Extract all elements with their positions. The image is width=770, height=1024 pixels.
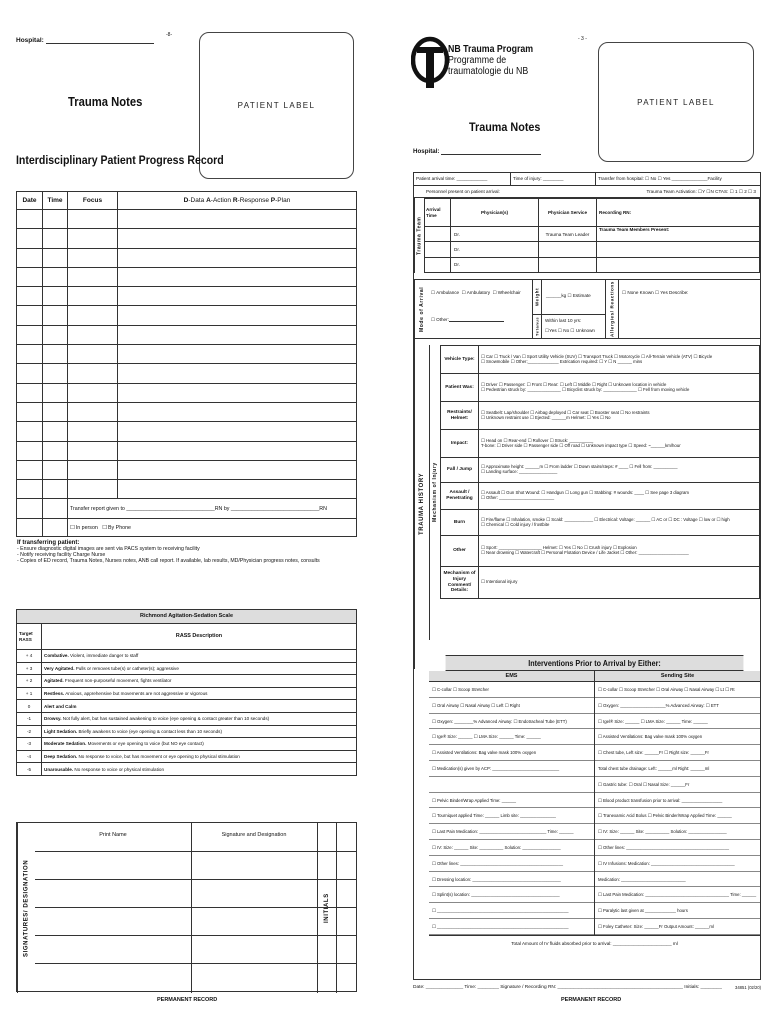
sending-site-item[interactable]: ☐ Igel® Size: ______ ☐ LMA Size: ______ Time: ______ <box>595 714 760 730</box>
rass-description: Restless. Anxious, apprehensive but movements are not aggressive or vigorous <box>42 687 357 700</box>
nb-trauma-logo-icon <box>411 36 449 90</box>
progress-cell[interactable] <box>17 248 43 267</box>
rass-col-target: Target RASS <box>17 624 42 650</box>
progress-cell[interactable] <box>17 441 43 460</box>
sending-site-item[interactable]: ☐ Chest tube, Left size: ______Fr ☐ Right size: ______Fr <box>595 745 760 761</box>
mechanism-label: Vehicle Type: <box>441 346 479 374</box>
cell[interactable] <box>43 499 68 519</box>
progress-cell[interactable] <box>17 210 43 229</box>
logo-text-fr: Programme de <box>448 55 507 66</box>
cell[interactable] <box>43 519 68 537</box>
mechanism-line[interactable]: T-bone: ☐ Driver side ☐ Passenger side ☐ Off road ☐ Unknown impact type ☐ Speed: ~______km/hour <box>481 442 681 448</box>
mechanism-label: Burn <box>441 510 479 536</box>
ems-item[interactable]: ☐ Last Pain Medication: ____________________________ Time: ______ <box>429 824 594 840</box>
progress-cell[interactable] <box>118 325 357 344</box>
dr-field[interactable]: Dr. <box>451 242 539 257</box>
ems-item[interactable]: ☐ Oral Airway ☐ Nasal Airway ☐ Left ☐ Right <box>429 698 594 714</box>
mechanism-line[interactable]: ☐ Approximate height: ______m ☐ From ladder ☐ Down stairs/steps: # ____ ☐ Fell from: __________ <box>481 464 678 470</box>
mechanism-line[interactable]: ☐ Sport: __________________ Helmet: ☐ Yes ☐ No ☐ Crush injury ☐ Explosion <box>481 545 637 551</box>
initials-label: INITIALS <box>317 823 337 993</box>
mechanism-options[interactable] <box>479 483 760 510</box>
progress-cell[interactable] <box>68 383 118 402</box>
progress-cell[interactable] <box>43 345 68 364</box>
col-dar: D-Data A-Action R-Response P-Plan <box>118 192 357 210</box>
rass-description: Deep Sedation. No response to voice, but has movement or eye opening to physical stimulation <box>42 750 357 763</box>
progress-row <box>17 480 357 499</box>
mechanism-options[interactable] <box>479 536 760 567</box>
rass-description: Agitated. Frequent non-purposeful movement, fights ventilator <box>42 675 357 688</box>
cell[interactable] <box>17 519 43 537</box>
mechanism-options[interactable] <box>479 374 760 402</box>
progress-cell[interactable] <box>118 364 357 383</box>
mechanism-options[interactable] <box>479 567 760 599</box>
progress-cell[interactable] <box>43 229 68 248</box>
progress-cell[interactable] <box>43 248 68 267</box>
rass-row <box>17 687 357 700</box>
arrival-section <box>414 279 760 339</box>
mechanism-line[interactable]: ☐ Chemical ☐ Cold injury / frostbite <box>481 521 550 527</box>
team-col-arrival: Arrival Time <box>425 199 451 227</box>
logo-text <box>448 44 533 77</box>
sending-site-item[interactable]: ☐ C-collar ☐ Scoop Stretcher ☐ Oral Airway ☐ Nasal Airway ☐ Lt ☐ Rt <box>595 682 760 698</box>
page-title: Trauma Notes <box>469 120 541 134</box>
rass-description: Light Sedation. Briefly awakens to voice (eye opening & contact less than 10 seconds) <box>42 725 357 738</box>
progress-cell[interactable] <box>17 383 43 402</box>
transfer-instructions-title: If transferring patient: <box>17 540 80 547</box>
progress-cell[interactable] <box>68 422 118 441</box>
wheelchair-checkbox[interactable]: ☐ Wheelchair <box>493 290 521 295</box>
hospital-label: Hospital: <box>413 148 440 155</box>
mechanism-options[interactable] <box>479 430 760 458</box>
transfer-method <box>68 519 357 537</box>
by-phone-checkbox[interactable]: ☐ By Phone <box>102 525 131 531</box>
signature-row-line[interactable] <box>35 851 356 852</box>
progress-cell[interactable] <box>118 248 357 267</box>
team-leader-label: Trauma Team Leader <box>539 227 597 242</box>
cell[interactable] <box>425 242 451 257</box>
progress-cell[interactable] <box>118 480 357 499</box>
rass-row <box>17 712 357 725</box>
ems-item[interactable]: ☐ _______________________________________________________ <box>429 919 594 935</box>
sending-site-item[interactable]: ☐ IV Infusions: Medication: ___________________________________ <box>595 856 760 872</box>
rass-score: -1 <box>17 712 42 725</box>
ems-item[interactable]: ☐ Other lines: ___________________________________________ <box>429 856 594 872</box>
progress-cell[interactable] <box>118 229 357 248</box>
arrival-row <box>414 173 760 186</box>
mechanism-options[interactable] <box>479 402 760 430</box>
mechanism-table <box>440 345 760 599</box>
progress-cell[interactable] <box>17 267 43 286</box>
dr-field[interactable]: Dr. <box>451 257 539 272</box>
rass-row <box>17 650 357 663</box>
interventions-section <box>429 655 760 980</box>
cell[interactable] <box>597 242 760 257</box>
sending-site-column <box>595 682 760 935</box>
time-of-injury-field[interactable]: Time of injury: ________ <box>511 173 596 186</box>
logo-text-en: NB Trauma Program <box>448 44 534 55</box>
rass-description: Drowsy. Not fully alert, but has sustained awakening to voice (eye opening & contact greater than 10 seconds) <box>42 712 357 725</box>
progress-cell[interactable] <box>17 325 43 344</box>
col-date: Date <box>17 192 43 210</box>
rass-description: Alert and Calm <box>42 700 357 713</box>
team-table <box>424 198 760 273</box>
mechanism-row <box>441 458 760 483</box>
patient-label-text: PATIENT LABEL <box>237 101 316 110</box>
col-time: Time <box>43 192 68 210</box>
print-name-header: Print Name <box>99 832 127 838</box>
progress-cell[interactable] <box>43 210 68 229</box>
hospital-field[interactable] <box>413 148 541 155</box>
mechanism-line[interactable]: ☐ Car ☐ Truck / Van ☐ Sport Utility Vehicle (SUV) ☐ Transport Truck ☐ Motorcycle ☐ All-Terrain Vehicle (ATV) ☐ Bicycle <box>481 353 713 359</box>
progress-cell[interactable] <box>43 441 68 460</box>
total-iv-field[interactable]: Total Amount of IV fluids absorbed prior to arrival: _______________________ ml <box>429 935 760 951</box>
tetanus-label: Tetanus <box>532 314 542 339</box>
hospital-label: Hospital: <box>16 37 44 44</box>
cell[interactable] <box>539 257 597 272</box>
progress-cell[interactable] <box>43 383 68 402</box>
mechanism-line[interactable]: ☐ Near drowning ☐ Watercraft ☐ Personal Flotation Device / Life Jacket ☐ Other: _____________________ <box>481 550 689 555</box>
mechanism-line[interactable]: ☐ Pedestrian struck by: ______________ ☐ Bicyclist struck by: ______________ ☐ Fell from moving vehicle <box>481 386 690 392</box>
progress-cell[interactable] <box>17 306 43 325</box>
progress-cell[interactable] <box>118 383 357 402</box>
mechanism-line[interactable]: ☐ Assault ☐ Gun Shot Wound: ☐ Handgun ☐ Long gun ☐ Stabbing: # wounds: ____ ☐ See page 3 diagram <box>481 490 689 496</box>
progress-cell[interactable] <box>118 306 357 325</box>
team-members-label[interactable]: Trauma Team Members Present: <box>597 227 760 242</box>
allergies-label: Allergies/ Reactions <box>605 280 619 339</box>
cell[interactable] <box>539 242 597 257</box>
team-col-recording: Recording RN: <box>597 199 760 227</box>
signature-designation-header: Signature and Designation <box>221 832 287 838</box>
progress-row <box>17 441 357 460</box>
mechanism-line[interactable]: ☐ Intentional injury <box>481 579 518 585</box>
progress-row <box>17 210 357 229</box>
hospital-field[interactable] <box>16 37 154 44</box>
rass-score: -4 <box>17 750 42 763</box>
progress-table <box>16 191 357 565</box>
mechanism-label: Fall / Jump <box>441 458 479 483</box>
progress-cell[interactable] <box>68 460 118 479</box>
sending-site-item[interactable]: ☐ Assisted Ventilations: Bag valve mask 100% oxygen <box>595 729 760 745</box>
ems-item[interactable]: ☐ Medication(s) given by ACP: ____________________________ <box>429 761 594 777</box>
page-number: -8- <box>166 32 173 38</box>
progress-cell[interactable] <box>68 402 118 421</box>
rass-row <box>17 750 357 763</box>
signature-row-line[interactable] <box>35 963 356 964</box>
col-focus: Focus <box>68 192 118 210</box>
rass-title: Richmond Agitation-Sedation Scale <box>17 610 357 624</box>
signature-table <box>16 822 357 992</box>
allergies-field[interactable]: ☐ None Known ☐ Yes Describe: <box>622 290 689 295</box>
trauma-activation[interactable]: Trauma Team Activation: ☐Y ☐N CTAS: ☐ 1 ☐ 2 ☐ 3 <box>646 188 756 194</box>
mechanism-row <box>441 536 760 567</box>
mechanism-label: Impact: <box>441 430 479 458</box>
mechanism-row <box>441 374 760 402</box>
rass-score: + 4 <box>17 650 42 663</box>
sending-site-item[interactable]: ☐ Gastric tube: ☐ Oral ☐ Nasal Size: ______Fr <box>595 777 760 793</box>
sending-site-item[interactable]: ☐ IV: Size: ______ Site: __________ Solution: ________________ <box>595 824 760 840</box>
progress-cell[interactable] <box>118 441 357 460</box>
page-number: - 3 - <box>578 36 587 42</box>
record-subtitle: Interdisciplinary Patient Progress Record <box>16 153 224 167</box>
rass-score: + 1 <box>17 687 42 700</box>
signature-row-line[interactable] <box>35 907 356 908</box>
progress-cell[interactable] <box>43 402 68 421</box>
rass-score: + 2 <box>17 675 42 688</box>
mechanism-label: Assault / Penetrating <box>441 483 479 510</box>
progress-cell[interactable] <box>17 364 43 383</box>
sending-site-item[interactable]: Total chest tube drainage: Left: ______ml Right: ______ml <box>595 761 760 777</box>
instruction-item: - Ensure diagnostic digital images are sent via PACS system to receiving facility <box>17 546 200 553</box>
mechanism-line[interactable]: ☐ Landing surface: ________________ <box>481 469 558 474</box>
progress-cell[interactable] <box>118 460 357 479</box>
other-checkbox[interactable]: ☐ Other: <box>431 317 449 322</box>
logo-text-fr: traumatologie du NB <box>448 66 529 77</box>
sending-site-header: Sending Site <box>660 673 695 679</box>
weight-field[interactable]: ______kg ☐ Estimate <box>546 293 591 298</box>
ems-item[interactable]: ☐ Dressing location: _____________________________________ <box>429 872 594 888</box>
ems-header: EMS <box>429 671 595 681</box>
progress-cell[interactable] <box>17 402 43 421</box>
progress-cell[interactable] <box>17 422 43 441</box>
instruction-item: - Notify receiving facility Charge Nurse <box>17 552 106 559</box>
progress-cell[interactable] <box>68 325 118 344</box>
mechanism-line[interactable]: ☐ Seatbelt: Lap/shoulder ☐ Airbag deployed ☐ Car seat ☐ Booster seat ☐ No restraints <box>481 409 650 415</box>
progress-row <box>17 422 357 441</box>
progress-cell[interactable] <box>43 267 68 286</box>
ems-item[interactable]: ☐ _______________________________________________________ <box>429 903 594 919</box>
progress-cell[interactable] <box>118 287 357 306</box>
mode-of-arrival-label: Mode of Arrival <box>414 280 429 339</box>
ambulance-checkbox[interactable]: ☐ Ambulance <box>431 290 459 295</box>
progress-row <box>17 364 357 383</box>
mechanism-options[interactable] <box>479 458 760 483</box>
personnel-row <box>414 186 760 198</box>
progress-cell[interactable] <box>118 402 357 421</box>
rass-row <box>17 700 357 713</box>
mechanism-line[interactable]: ☐ Driver ☐ Passenger: ☐ Front ☐ Rear: ☐ Left ☐ Middle ☐ Right ☐ Unknown location in vehicle <box>481 381 667 387</box>
progress-row <box>17 325 357 344</box>
footer-permanent-record: PERMANENT RECORD <box>157 997 218 1003</box>
progress-cell[interactable] <box>17 287 43 306</box>
sending-site-item[interactable]: ☐ Tranexamic Acid Bolus ☐ Pelvic Binder/Wrap Applied Time: ______ <box>595 808 760 824</box>
mechanism-line[interactable]: ☐ Unknown restraint use ☐ Ejected: ______m Helmet: ☐ Yes ☐ No <box>481 414 611 420</box>
rass-score: -2 <box>17 725 42 738</box>
mechanism-options[interactable] <box>479 510 760 536</box>
progress-row <box>17 460 357 479</box>
mechanism-line[interactable]: ☐ Snowmobile ☐ Other:_____________ Extrication required: ☐ Y ☐ N ______ mins <box>481 358 643 364</box>
rass-description: Combative. Violent, immediate danger to staff <box>42 650 357 663</box>
progress-cell[interactable] <box>68 306 118 325</box>
progress-cell[interactable] <box>17 480 43 499</box>
rass-score: 0 <box>17 700 42 713</box>
rass-row <box>17 725 357 738</box>
trauma-form <box>413 172 761 980</box>
ems-item[interactable]: ☐ IV: Size: ______ Site: __________ Solution: ________________ <box>429 840 594 856</box>
sending-site-item[interactable]: ☐ Other lines: ___________________________________________ <box>595 840 760 856</box>
tetanus-options[interactable]: ☐Yes ☐ No ☐ Unknown <box>545 328 595 333</box>
rass-row <box>17 662 357 675</box>
mechanism-label: Mechanism of Injury Comment/ Details: <box>441 567 479 599</box>
sending-site-item[interactable]: Medication: ___________________________ <box>595 872 760 888</box>
progress-cell[interactable] <box>68 210 118 229</box>
progress-cell[interactable] <box>68 480 118 499</box>
left-page <box>0 0 372 1024</box>
signature-row-line[interactable] <box>35 935 356 936</box>
progress-cell[interactable] <box>68 287 118 306</box>
cell[interactable] <box>597 257 760 272</box>
progress-cell[interactable] <box>68 229 118 248</box>
progress-cell[interactable] <box>17 460 43 479</box>
right-page <box>402 0 770 1024</box>
form-number: 34851 (02/20) <box>735 985 762 990</box>
transfer-report-line[interactable]: Transfer report given to ______________________________RN by ______________________________RN <box>68 499 357 519</box>
mechanism-options[interactable] <box>479 346 760 374</box>
mechanism-row <box>441 430 760 458</box>
progress-cell[interactable] <box>43 422 68 441</box>
weight-label: Weight <box>532 280 542 314</box>
ems-item[interactable]: ☐ Splint(s) location: _____________________________________ <box>429 887 594 903</box>
team-col-service: Physician Service <box>539 199 597 227</box>
ems-item[interactable]: ☐ C-collar ☐ Scoop Stretcher <box>429 682 594 698</box>
mechanism-row <box>441 346 760 374</box>
progress-cell[interactable] <box>68 364 118 383</box>
transfer-instructions <box>16 537 357 565</box>
mode-options <box>431 290 521 295</box>
cell[interactable] <box>17 499 43 519</box>
transfer-from-field[interactable]: Transfer from hospital: ☐ No ☐ Yes ______________Facility <box>598 176 722 182</box>
progress-row <box>17 402 357 421</box>
sending-site-item[interactable]: ☐ Foley Catheter: Size: ______Fr Output Amount: ______ml <box>595 919 760 935</box>
page-title: Trauma Notes <box>68 95 143 109</box>
interventions-title: Interventions Prior to Arrival by Either: <box>446 655 744 671</box>
trauma-history-side-label: TRAUMA HISTORY <box>414 339 429 669</box>
mechanism-side-label: Mechanism of Injury <box>429 345 440 640</box>
ems-item[interactable] <box>429 777 594 793</box>
rass-row <box>17 763 357 776</box>
ems-item[interactable]: ☐ Pelvic Binder/Wrap Applied Time: ______ <box>429 793 594 809</box>
dr-field[interactable]: Dr. <box>451 227 539 242</box>
rass-col-description: RASS Description <box>42 624 357 650</box>
sending-site-item[interactable]: ☐ Paralytic last given at _____________ hours <box>595 903 760 919</box>
instruction-item: - Copies of ED record, Trauma Notes, Nurses notes, ANB call report. If available, lab results, MD/Physician progress notes, consults <box>17 558 320 565</box>
footer-signature-line[interactable]: Date: ______________ Time: ________ Signature / Recording RN: _______________________________________________ Initials: ________ <box>413 985 722 990</box>
mode-other[interactable] <box>431 317 504 322</box>
rass-row <box>17 738 357 751</box>
rass-description: Very Agitated. Pulls or removes tube(s) or catheter(s); aggressive <box>42 662 357 675</box>
trauma-team-side-label: Trauma Team <box>414 198 424 273</box>
patient-label-box <box>598 42 754 162</box>
mechanism-line[interactable]: ☐ Fire/flame ☐ Inhalation, smoke ☐ Scald: ____________ ☐ Electrical: Voltage: ______ ☐ AC or ☐ DC : Voltage ☐ low or ☐ high <box>481 516 730 522</box>
mechanism-row <box>441 510 760 536</box>
progress-row <box>17 248 357 267</box>
progress-cell[interactable] <box>118 345 357 364</box>
mechanism-label: Patient Was: <box>441 374 479 402</box>
progress-row <box>17 383 357 402</box>
interventions-columns <box>429 682 760 935</box>
progress-cell[interactable] <box>17 345 43 364</box>
rass-row <box>17 675 357 688</box>
progress-cell[interactable] <box>43 480 68 499</box>
mechanism-line[interactable]: ☐ Other: _______________________ <box>481 495 555 500</box>
patient-label-text: PATIENT LABEL <box>637 97 715 107</box>
ems-item[interactable]: ☐ Oxygen: ________% Advanced Airway: ☐ Endotracheal Tube (ETT) <box>429 714 594 730</box>
mechanism-line[interactable]: ☐ Head on ☐ Rear-end ☐ Rollover ☐ Struck: __________ <box>481 437 594 443</box>
ems-item[interactable]: ☐ Ige® Size: ______ ☐ LMA Size: ______ Time: ______ <box>429 729 594 745</box>
cell[interactable] <box>425 227 451 242</box>
mechanism-row <box>441 402 760 430</box>
ems-item[interactable]: ☐ Assisted Ventilations: Bag valve mask 100% oxygen <box>429 745 594 761</box>
rass-description: Unarousable. No response to voice or physical stimulation <box>42 763 357 776</box>
progress-cell[interactable] <box>68 267 118 286</box>
interventions-headers <box>429 671 760 682</box>
sending-site-item[interactable]: ☐ Blood product transfusion prior to arrival: _________________ <box>595 793 760 809</box>
team-col-physicians: Physician(s) <box>451 199 539 227</box>
progress-cell[interactable] <box>68 345 118 364</box>
progress-cell[interactable] <box>43 287 68 306</box>
progress-cell[interactable] <box>43 460 68 479</box>
progress-cell[interactable] <box>68 441 118 460</box>
footer-permanent-record: PERMANENT RECORD <box>561 997 622 1003</box>
progress-cell[interactable] <box>43 364 68 383</box>
progress-cell[interactable] <box>118 422 357 441</box>
arrival-time-field[interactable]: Patient arrival time: ____________ <box>414 173 511 186</box>
rass-description: Moderate Sedation. Movements or eye opening to voice (but NO eye contact) <box>42 738 357 751</box>
in-person-checkbox[interactable]: ☐ In person <box>70 525 98 531</box>
signatures-side-label: SIGNATURES/ DESIGNATION <box>17 823 35 993</box>
ems-column <box>429 682 595 935</box>
progress-row <box>17 229 357 248</box>
ems-item[interactable]: ☐ Tourniquet applied Time: ______ Limb site: _______________ <box>429 808 594 824</box>
progress-row <box>17 267 357 286</box>
progress-cell[interactable] <box>68 248 118 267</box>
sending-site-item[interactable]: ☐ Last Pain Medication: ___________________________________ Time: ______ <box>595 887 760 903</box>
tetanus-question: Within last 10 yrs: <box>545 318 582 323</box>
mechanism-row <box>441 567 760 599</box>
signature-row-line[interactable] <box>35 879 356 880</box>
cell[interactable] <box>425 257 451 272</box>
progress-row <box>17 306 357 325</box>
personnel-label: Personnel present on patient arrival: <box>426 188 500 194</box>
mechanism-row <box>441 483 760 510</box>
mechanism-label: Other <box>441 536 479 567</box>
progress-cell[interactable] <box>118 267 357 286</box>
ambulatory-checkbox[interactable]: ☐ Ambulatory <box>462 290 490 295</box>
progress-cell[interactable] <box>43 325 68 344</box>
progress-row <box>17 287 357 306</box>
sending-site-item[interactable]: ☐ Oxygen: ___________________% Advanced Airway: ☐ ETT <box>595 698 760 714</box>
progress-cell[interactable] <box>17 229 43 248</box>
progress-cell[interactable] <box>118 210 357 229</box>
rass-score: + 3 <box>17 662 42 675</box>
rass-score: -3 <box>17 738 42 751</box>
mechanism-label: Restraints/ Helmet: <box>441 402 479 430</box>
rass-table <box>16 609 357 776</box>
progress-cell[interactable] <box>43 306 68 325</box>
progress-row <box>17 345 357 364</box>
rass-score: -5 <box>17 763 42 776</box>
